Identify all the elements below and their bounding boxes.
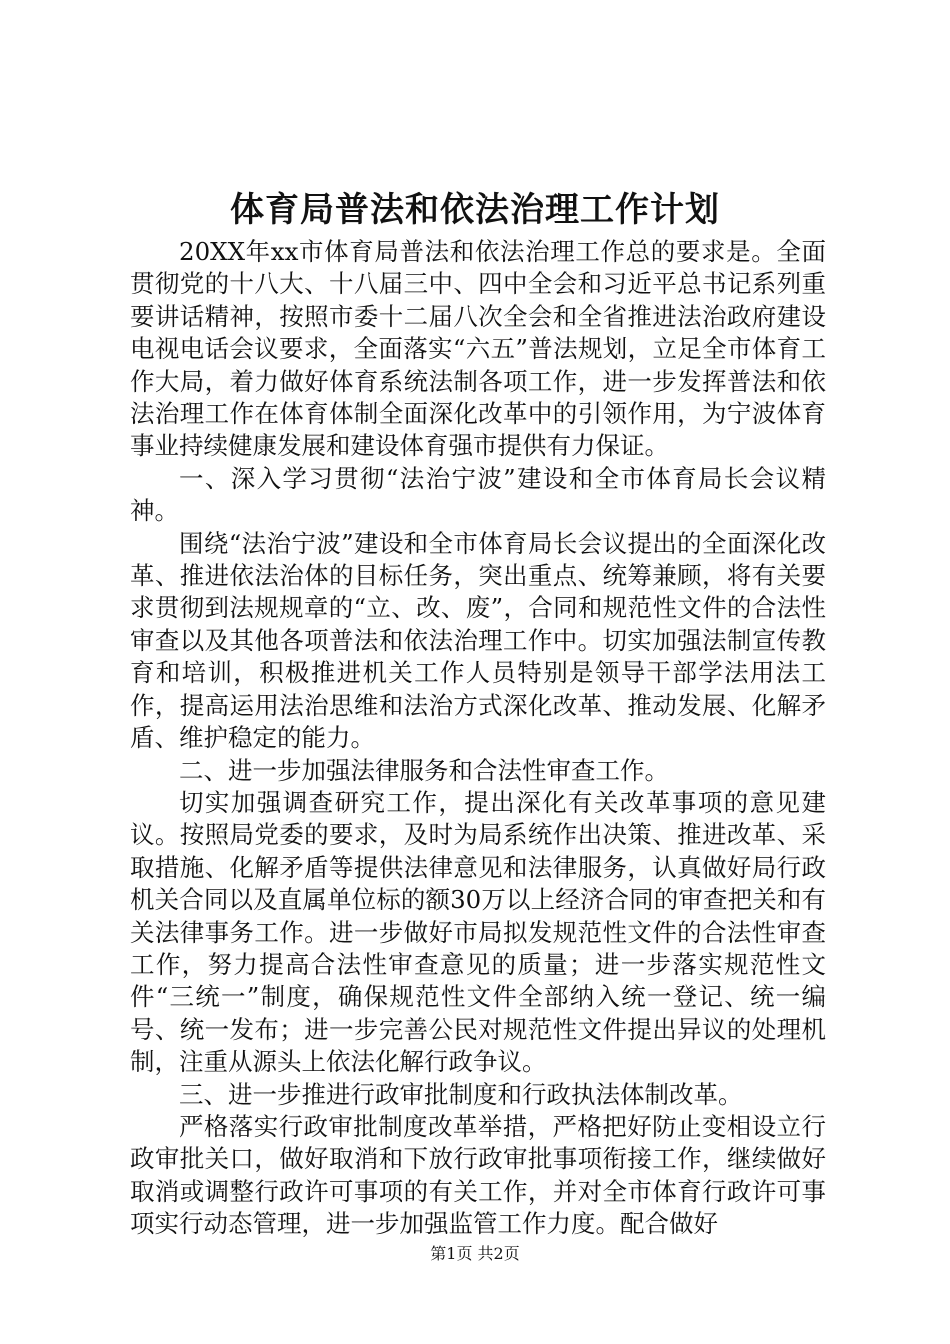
section-heading-1: 一、深入学习贯彻“法治宁波”建设和全市体育局长会议精神。 (130, 463, 826, 526)
paragraph-section-2: 切实加强调查研究工作，提出深化有关改革事项的意见建议。按照局党委的要求，及时为局系统作出决策、推进改革、采取措施、化解矛盾等提供法律意见和法律服务，认真做好局行政机关合同以及直属单位标的额30万以上经济合同的审查把关和有关法律事务工作。进一步做好市局拟发规范性文件的合法性审查工作，努力提高合法性审查意见的质量；进一步落实规范性文件“三统一”制度，确保规范性文件全部纳入统一登记、统一编号、统一发布；进一步完善公民对规范性文件提出异议的处理机制，注重从源头上依法化解行政争议。 (130, 787, 826, 1077)
paragraph-section-3: 严格落实行政审批制度改革举措，严格把好防止变相设立行政审批关口，做好取消和下放行政审批事项衔接工作，继续做好取消或调整行政许可事项的有关工作，并对全市体育行政许可事项实行动态管理，进一步加强监管工作力度。配合做好 (130, 1111, 826, 1239)
paragraph-intro: 20XX年xx市体育局普法和依法治理工作总的要求是。全面贯彻党的十八大、十八届三中、四中全会和习近平总书记系列重要讲话精神，按照市委十二届八次全会和全省推进法治政府建设电视电话会议要求，全面落实“六五”普法规划，立足全市体育工作大局，着力做好体育系统法制各项工作，进一步发挥普法和依法治理工作在体育体制全面深化改革中的引领作用，为宁波体育事业持续健康发展和建设体育强市提供有力保证。 (130, 237, 826, 461)
section-heading-2: 二、进一步加强法律服务和合法性审查工作。 (179, 755, 669, 785)
paragraph-section-1: 围绕“法治宁波”建设和全市体育局长会议提出的全面深化改革、推进依法治体的目标任务，突出重点、统筹兼顾，将有关要求贯彻到法规规章的“立、改、废”，合同和规范性文件的合法性审查以及其他各项普法和依法治理工作中。切实加强法制宣传教育和培训，积极推进机关工作人员特别是领导干部学法用法工作，提高运用法治思维和法治方式深化改革、推动发展、化解矛盾、维护稳定的能力。 (130, 528, 826, 753)
document-title: 体育局普法和依法治理工作计划 (230, 190, 720, 230)
document-body (130, 236, 826, 1241)
page-footer: 第1页 共2页 (430, 1244, 520, 1263)
section-heading-3: 三、进一步推进行政审批制度和行政执法体制改革。 (179, 1079, 743, 1109)
